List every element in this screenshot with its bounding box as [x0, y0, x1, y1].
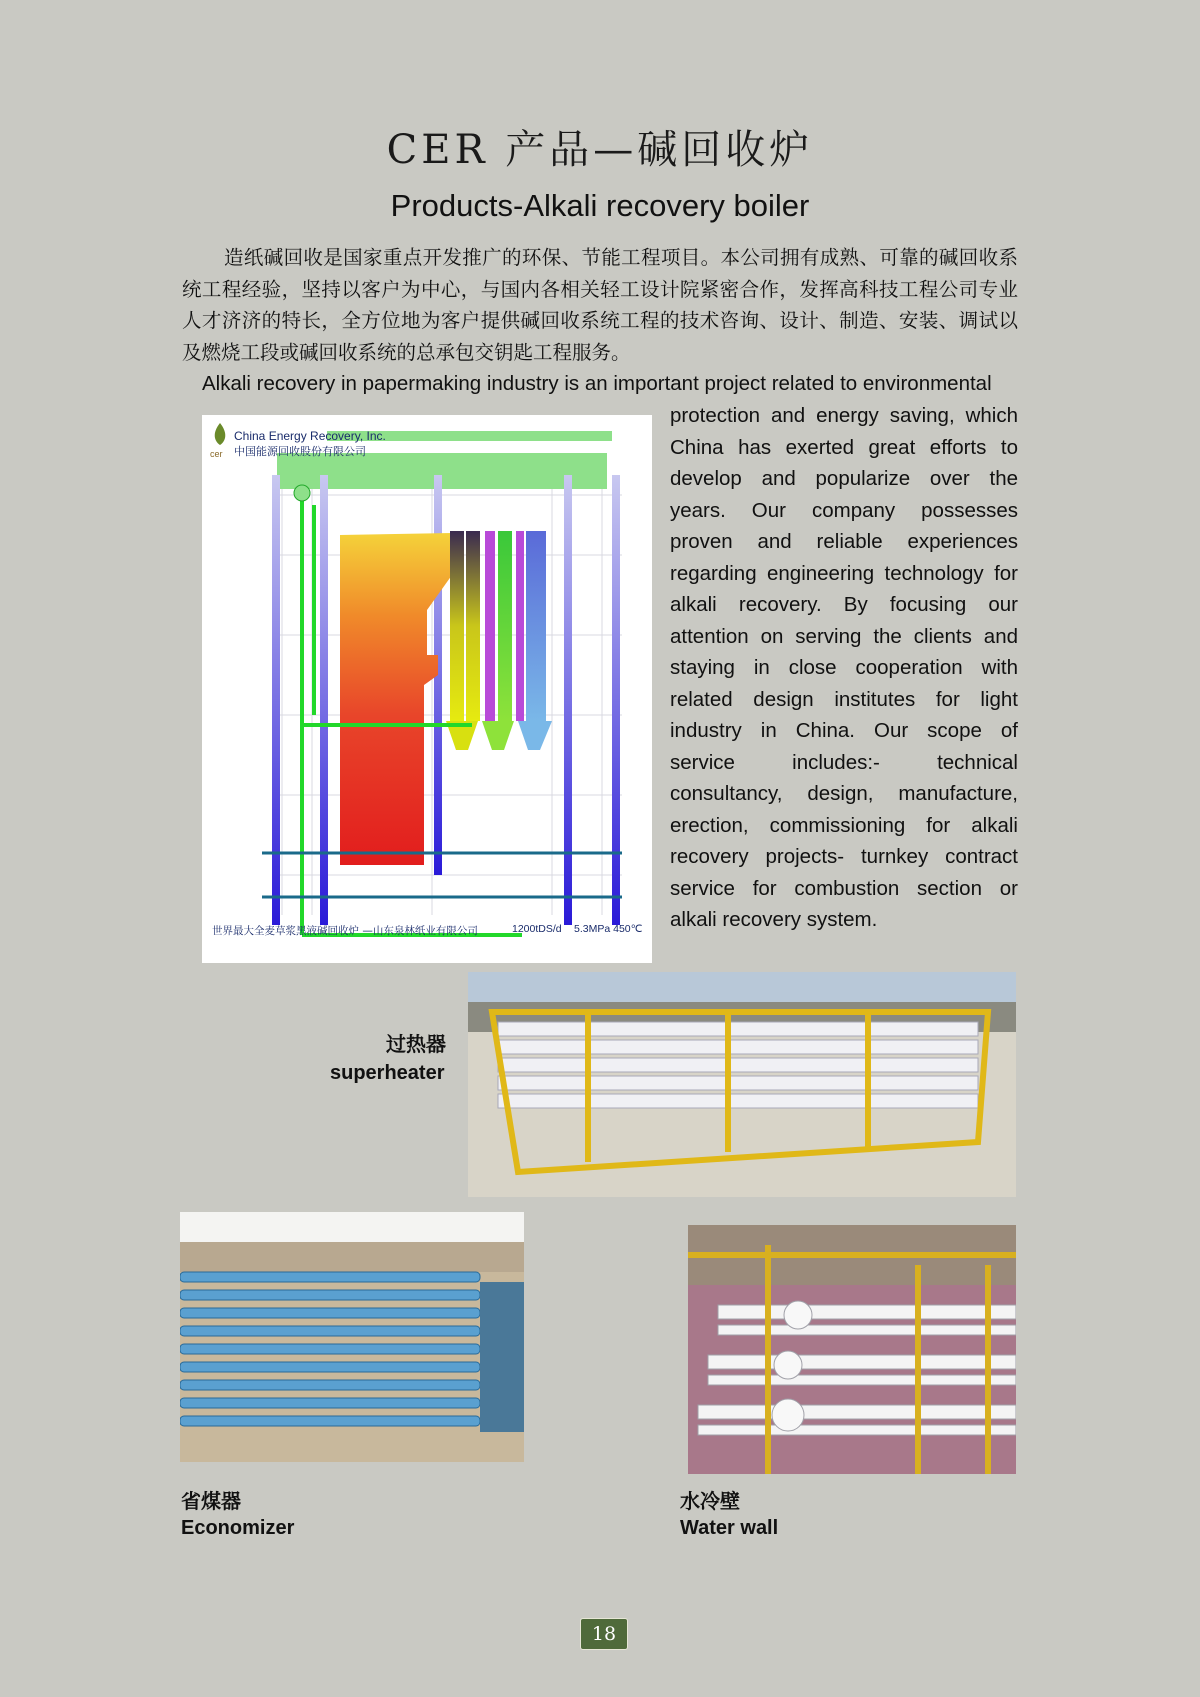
superheater-photo-drawing — [468, 972, 1016, 1197]
intro-paragraph-en-first-line: Alkali recovery in papermaking industry is an important project related to environmental — [202, 372, 992, 395]
economizer-photo — [180, 1212, 524, 1462]
page-number: 18 — [580, 1618, 628, 1650]
svg-text:cer: cer — [210, 449, 223, 459]
boiler-diagram-drawing — [202, 415, 652, 963]
superheater-label-cn: 过热器 — [386, 1032, 446, 1056]
superheater-label-en: superheater — [330, 1062, 445, 1084]
economizer-label-en: Economizer — [181, 1517, 295, 1539]
waterwall-photo — [688, 1225, 1016, 1474]
diagram-pressure: 5.3MPa 450℃ — [574, 923, 643, 935]
waterwall-photo-drawing — [688, 1225, 1016, 1474]
page-title-en: Products-Alkali recovery boiler — [390, 188, 810, 223]
page-title-cn: CER 产品—碱回收炉 — [386, 127, 814, 173]
diagram-caption: 世界最大全麦草浆黑液碱回收炉 —山东泉林纸业有限公司 — [212, 925, 478, 937]
diagram-capacity: 1200tDS/d — [512, 923, 562, 935]
economizer-label-cn: 省煤器 — [181, 1489, 241, 1513]
diagram-logo-en: China Energy Recovery, Inc. — [234, 429, 386, 443]
intro-paragraph-en: protection and energy saving, which China has exerted great efforts to develop and popularize over the years. Our company possesses proven and reliable experiences regarding engineering technology for alkali recovery. By focusing our attention on serving the clients and staying in close cooperation with related design institutes for light industry in China. Our scope of service includes:- technical consultancy, design, manufacture, erection, commissioning for alkali recovery projects- turnkey contract service for combustion section or alkali recovery system. — [670, 404, 1018, 931]
intro-paragraph-cn: 造纸碱回收是国家重点开发推广的环保、节能工程项目。本公司拥有成熟、可靠的碱回收系统工程经验，坚持以客户为中心，与国内各相关轻工设计院紧密合作，发挥高科技工程公司专业人才济济的特长，全方位地为客户提供碱回收系统工程的技术咨询、设计、制造、安装、调试以及燃烧工段或碱回收系统的总承包交钥匙工程服务。 — [182, 246, 1018, 364]
diagram-logo-cn: 中国能源回收股份有限公司 — [234, 445, 366, 458]
waterwall-label-en: Water wall — [680, 1517, 779, 1539]
superheater-photo — [468, 972, 1016, 1197]
economizer-photo-drawing — [180, 1212, 524, 1462]
waterwall-label-cn: 水冷壁 — [680, 1489, 740, 1513]
boiler-diagram — [202, 415, 652, 963]
